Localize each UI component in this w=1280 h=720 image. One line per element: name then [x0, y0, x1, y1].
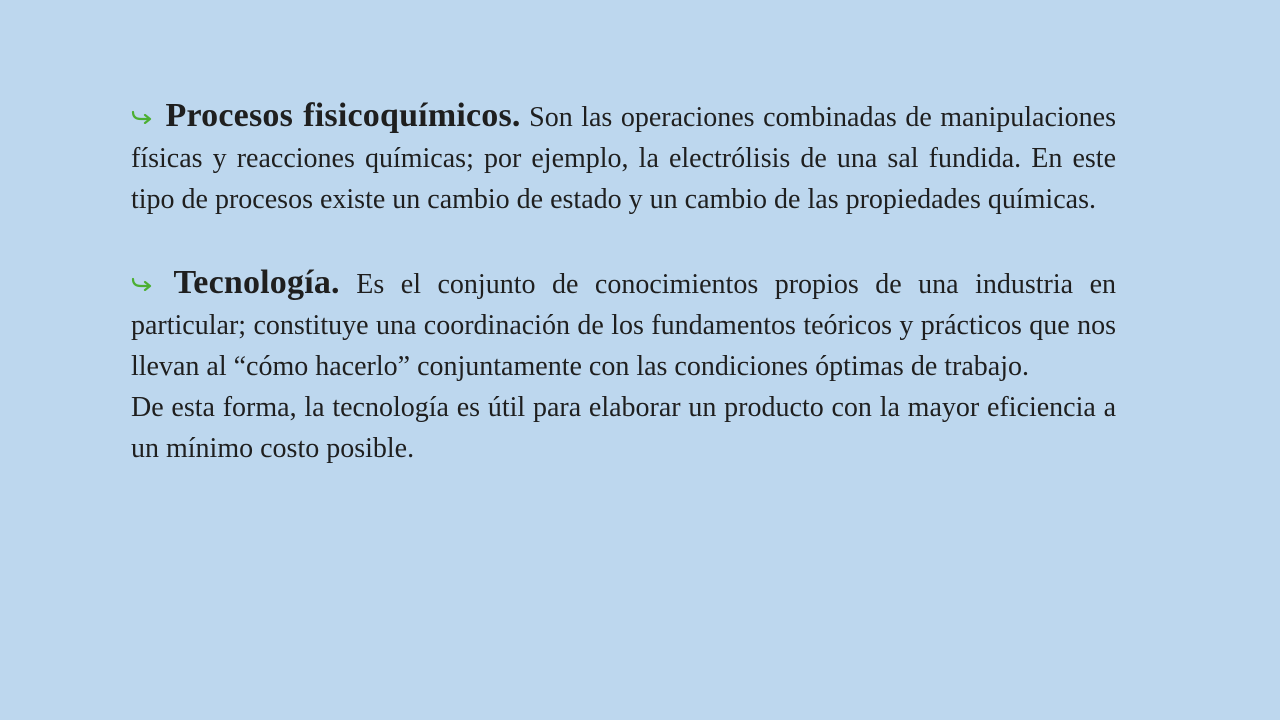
paragraph-procesos-fisicoquimicos	[131, 95, 1116, 220]
curved-arrow-right-icon	[131, 264, 157, 305]
definition-tecnologia: Es el conjunto de conocimientos propios de una industria en particular; constituye una coordinación de los fundamentos teóricos y prácticos que nos llevan al “cómo hacerlo” conjuntamente con las condiciones óptimas de trabajo.	[131, 269, 1117, 382]
closing-paragraph: De esta forma, la tecnología es útil para elaborar un producto con la mayor eficiencia a un mínimo costo posible.	[131, 392, 1116, 464]
definition-procesos-fisicoquimicos: Son las operaciones combinadas de manipulaciones físicas y reacciones químicas; por ejemplo, la electrólisis de una sal fundida. En este tipo de procesos existe un cambio de estado y un cambio de las propiedades químicas.	[131, 102, 1116, 215]
curved-arrow-right-icon	[131, 97, 157, 138]
paragraph-tecnologia	[131, 262, 1116, 387]
slide-content	[131, 95, 1116, 469]
term-tecnologia: Tecnología.	[173, 264, 340, 301]
term-procesos-fisicoquimicos: Procesos fisicoquímicos.	[165, 97, 521, 134]
